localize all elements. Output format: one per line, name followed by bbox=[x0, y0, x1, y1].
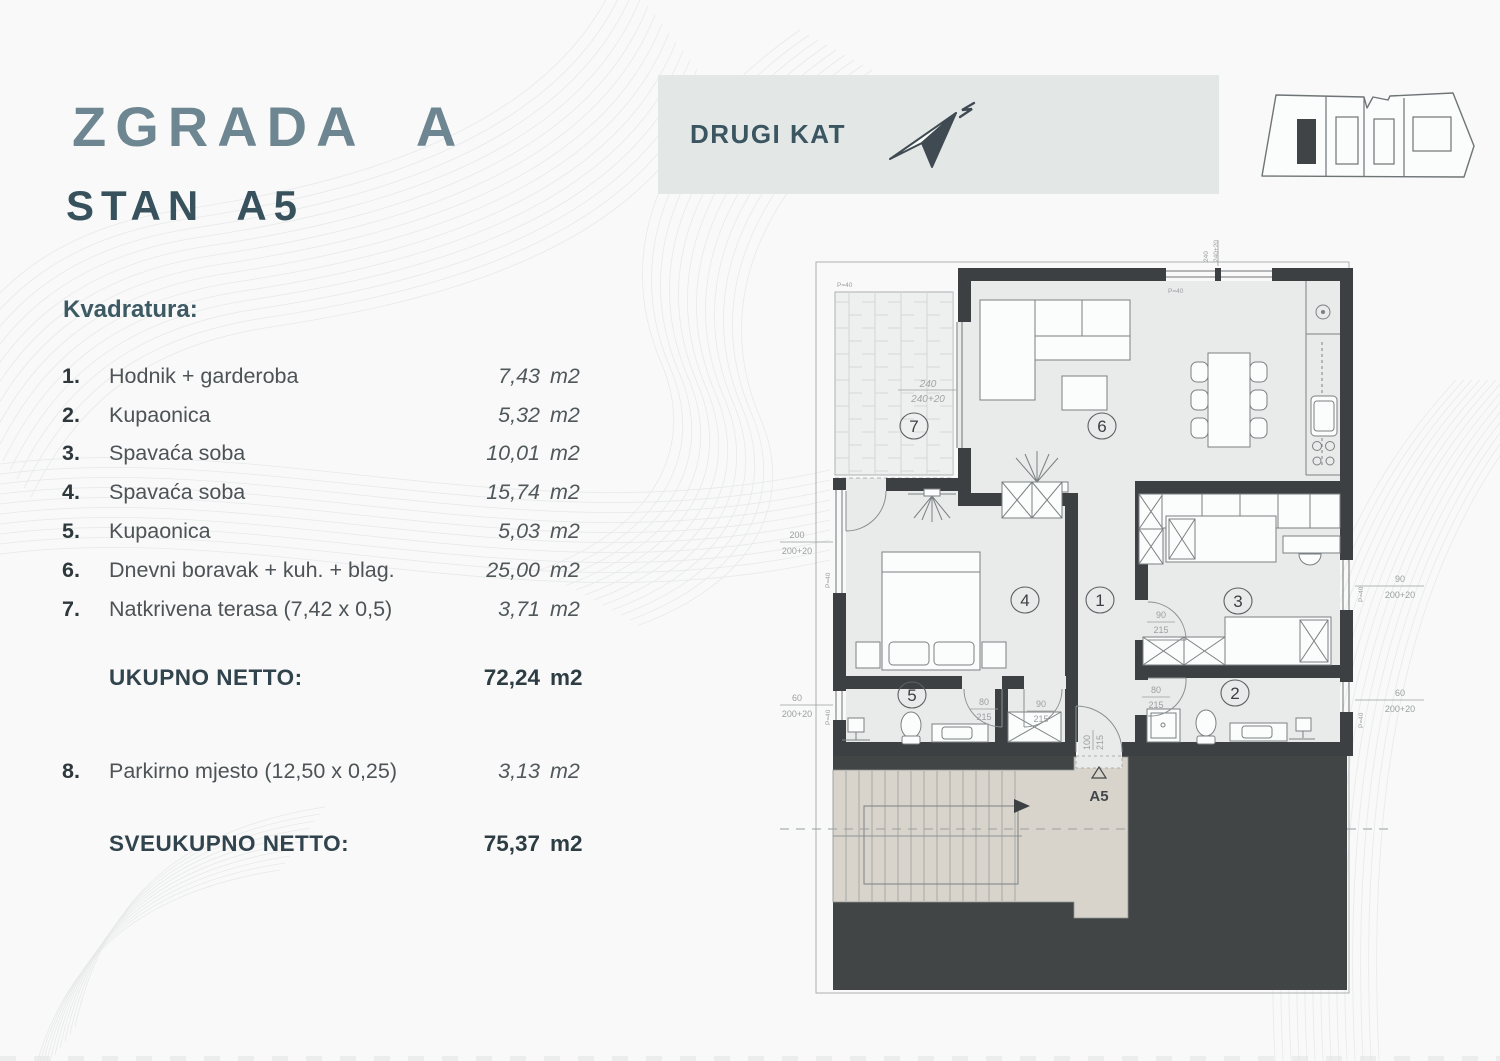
dim-label: 215 bbox=[1153, 625, 1169, 635]
row-unit: m2 bbox=[550, 363, 580, 388]
dim-label: 80 bbox=[1150, 685, 1162, 695]
floor-label: DRUGI KAT bbox=[690, 119, 847, 149]
building-title: ZGRADA A bbox=[72, 95, 466, 158]
table-row bbox=[62, 551, 596, 590]
row-name: Dnevni boravak + kuh. + blag. bbox=[109, 557, 395, 582]
dining-table bbox=[1208, 353, 1250, 447]
dim-label: 90 bbox=[1394, 574, 1406, 584]
north-arrow-icon bbox=[876, 101, 980, 179]
entrance-label: A5 bbox=[1089, 788, 1109, 805]
row-number: 3. bbox=[62, 441, 80, 466]
row-name: Spavaća soba bbox=[109, 441, 246, 466]
desk bbox=[1283, 536, 1340, 553]
dim-label: 240+20 bbox=[911, 394, 945, 405]
dim-label: 200+20 bbox=[1384, 590, 1416, 600]
row-value: 3,13 bbox=[498, 758, 540, 783]
row-unit: m2 bbox=[550, 402, 580, 427]
dim-label: 215 bbox=[1095, 734, 1105, 750]
dim-label: 240+20 bbox=[1213, 240, 1220, 262]
grand-total-row bbox=[62, 828, 596, 860]
row-unit: m2 bbox=[550, 519, 580, 544]
row-value: 5,03 bbox=[498, 519, 540, 544]
bottom-strip bbox=[0, 1056, 1500, 1061]
room-number: 4 bbox=[1020, 591, 1030, 610]
table-row bbox=[62, 435, 596, 474]
dim-label: 215 bbox=[1148, 700, 1164, 710]
row-name: Parkirno mjesto (12,50 x 0,25) bbox=[109, 758, 397, 783]
total-netto-row bbox=[62, 662, 596, 694]
row-unit: m2 bbox=[550, 596, 580, 621]
table-row bbox=[62, 512, 596, 551]
row-name: Spavaća soba bbox=[109, 480, 246, 505]
row-unit: m2 bbox=[550, 557, 580, 582]
dim-label: P=40 bbox=[825, 572, 832, 588]
building-locator-icon bbox=[1248, 76, 1476, 198]
dim-label: 200+20 bbox=[1384, 704, 1416, 714]
table-row bbox=[62, 396, 596, 435]
table-row bbox=[62, 357, 596, 396]
total-label: UKUPNO NETTO: bbox=[109, 665, 303, 690]
room-number: 2 bbox=[1230, 684, 1240, 703]
dim-label: P=40 bbox=[837, 282, 853, 289]
row-unit: m2 bbox=[550, 441, 580, 466]
row-unit: m2 bbox=[550, 758, 580, 783]
unit-title: STAN A5 bbox=[66, 182, 305, 229]
row-value: 15,74 bbox=[486, 480, 540, 505]
toilet bbox=[901, 712, 921, 738]
nightstand bbox=[982, 642, 1006, 668]
dim-label: 60 bbox=[1394, 688, 1406, 698]
room-number: 6 bbox=[1097, 417, 1107, 436]
dim-label: 200+20 bbox=[781, 546, 813, 556]
row-value: 5,32 bbox=[498, 402, 540, 427]
dim-label: 240 bbox=[919, 379, 937, 390]
dim-label: 200 bbox=[789, 530, 805, 540]
total-value: 72,24 bbox=[483, 665, 540, 690]
room-number: 1 bbox=[1095, 591, 1105, 610]
nightstand bbox=[856, 642, 880, 668]
unit-highlight bbox=[1297, 119, 1316, 164]
dim-label: 80 bbox=[978, 697, 990, 707]
grand-total-label: SVEUKUPNO NETTO: bbox=[109, 831, 350, 856]
dim-label: P=40 bbox=[1358, 712, 1365, 728]
dim-label: P=40 bbox=[825, 709, 832, 725]
dim-label: P=40 bbox=[1168, 288, 1184, 295]
row-value: 7,43 bbox=[498, 363, 540, 388]
row-number: 2. bbox=[62, 402, 80, 427]
stairwell bbox=[833, 757, 1128, 918]
row-name: Kupaonica bbox=[109, 402, 211, 427]
dim-label: 215 bbox=[1033, 714, 1049, 724]
dim-label: 240 bbox=[1203, 251, 1210, 262]
row-value: 25,00 bbox=[486, 557, 540, 582]
room-number: 5 bbox=[907, 686, 917, 705]
row-number: 1. bbox=[62, 363, 80, 388]
dim-label: 200+20 bbox=[781, 709, 813, 719]
row-value: 3,71 bbox=[498, 596, 540, 621]
single-bed bbox=[1225, 617, 1331, 665]
floor-band bbox=[658, 75, 1219, 194]
row-number: 4. bbox=[62, 480, 80, 505]
area-table bbox=[62, 357, 596, 629]
dim-label: 90 bbox=[1035, 699, 1047, 709]
total-unit: m2 bbox=[550, 665, 583, 690]
table-row bbox=[62, 752, 596, 791]
row-number: 8. bbox=[62, 758, 80, 783]
row-number: 7. bbox=[62, 596, 80, 621]
row-name: Hodnik + garderoba bbox=[109, 363, 299, 388]
grand-total-unit: m2 bbox=[550, 831, 583, 856]
floor-plan bbox=[780, 235, 1500, 1000]
toilet bbox=[1196, 710, 1216, 736]
dim-label: P=40 bbox=[1358, 586, 1365, 602]
dim-label: 215 bbox=[976, 712, 992, 722]
section-title: Kvadratura: bbox=[63, 296, 198, 323]
coffee-table bbox=[1062, 376, 1107, 410]
row-name: Natkrivena terasa (7,42 x 0,5) bbox=[109, 596, 393, 621]
row-unit: m2 bbox=[550, 480, 580, 505]
table-row bbox=[62, 590, 596, 629]
table-row bbox=[62, 473, 596, 512]
room-number: 7 bbox=[909, 417, 919, 436]
dim-label: 90 bbox=[1155, 610, 1167, 620]
row-number: 5. bbox=[62, 519, 80, 544]
dim-label: 100 bbox=[1082, 734, 1092, 750]
dim-label: 60 bbox=[791, 693, 803, 703]
row-value: 10,01 bbox=[486, 441, 540, 466]
grand-total-value: 75,37 bbox=[483, 831, 540, 856]
extra-row-wrap bbox=[62, 752, 596, 791]
row-number: 6. bbox=[62, 557, 80, 582]
row-name: Kupaonica bbox=[109, 519, 211, 544]
room-number: 3 bbox=[1233, 592, 1243, 611]
